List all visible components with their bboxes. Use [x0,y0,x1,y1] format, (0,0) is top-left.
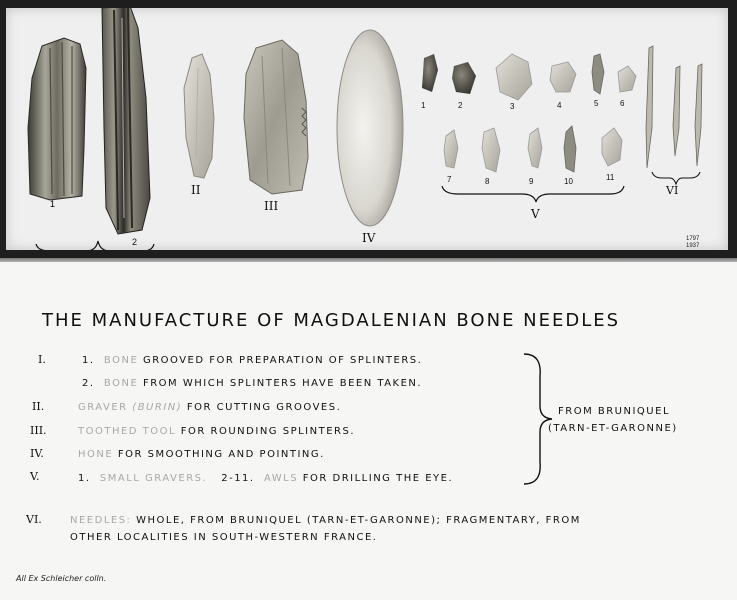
row-vi-line-1 [70,515,581,526]
roman-ii: II. [32,400,45,413]
row-i-2-num: 2. [82,378,95,389]
row-ii [78,402,341,413]
specimen-v6 [618,66,636,92]
label-ii: II [191,183,201,197]
specimen-v5 [592,54,604,94]
row-iii [78,426,355,437]
label-v9: 9 [529,177,534,186]
specimen-iii-toothed-tool [244,40,308,194]
row-i-1 [82,355,422,366]
row-ii-keyword2: (BURIN) [132,402,183,413]
row-i-2-keyword: BONE [103,378,139,389]
specimen-iv-hone [337,30,403,226]
label-v7: 7 [447,175,452,184]
label-v: V [531,207,540,221]
label-v4: 4 [557,101,562,110]
brace-v [442,186,624,202]
row-i-1-num: 1. [82,355,95,366]
specimen-i2-bone [102,8,150,234]
label-i1: 1 [50,199,56,209]
specimen-v10 [564,126,576,172]
label-v10: 10 [564,177,573,186]
specimen-v3 [496,54,532,100]
row-vi-text-1: WHOLE, FROM BRUNIQUEL (TARN-ET-GARONNE); FRAGMENTARY, FROM [136,515,581,526]
row-v-keyword: SMALL GRAVERS. [99,473,208,484]
row-ii-keyword: GRAVER [78,402,128,413]
row-i-1-text: GROOVED FOR PREPARATION OF SPLINTERS. [142,355,423,366]
label-v11: 11 [606,173,615,182]
label-v1: 1 [421,101,426,110]
specimen-vi-needles [646,46,702,168]
roman-vi: VI. [26,513,42,526]
specimen-ii-graver [184,54,214,178]
row-iv-keyword: HONE [78,449,114,460]
row-iii-text: FOR ROUNDING SPLINTERS. [180,426,356,437]
label-v3: 3 [510,102,515,111]
row-ii-text: FOR CUTTING GROOVES. [186,402,342,413]
row-i-2 [82,378,422,389]
row-iv [78,449,325,460]
label-v8: 8 [485,177,490,186]
label-v5: 5 [594,99,599,108]
specimen-i1-grooved-bone [28,38,86,200]
roman-iv: IV. [30,447,44,460]
label-v6: 6 [620,99,625,108]
specimen-v1 [422,54,438,92]
source-line-1: FROM BRUNIQUEL [558,406,671,417]
label-v2: 2 [458,101,463,110]
label-vi: VI [666,184,679,197]
specimen-v8 [482,128,500,172]
row-v-num2: 2-11. [221,473,255,484]
source-line-2: (TARN-ET-GARONNE) [548,423,678,434]
specimen-v9 [528,128,542,168]
roman-iii: III. [30,424,47,437]
specimen-v11 [602,128,622,166]
ref-number-top: 1797 [686,236,700,242]
specimens-svg [6,8,728,250]
display-board [6,8,728,250]
label-i2: 2 [132,237,138,247]
source-brace [518,352,558,486]
specimen-v7 [444,130,458,168]
row-v-keyword2: AWLS [263,473,299,484]
roman-v: V. [30,470,40,483]
row-i-2-text: FROM WHICH SPLINTERS HAVE BEEN TAKEN. [142,378,423,389]
page-title: THE MANUFACTURE OF MAGDALENIAN BONE NEEDLES [42,310,621,331]
ref-number-bottom: 1937 [686,243,700,249]
row-vi-line-2: OTHER LOCALITIES IN SOUTH-WESTERN FRANCE. [70,532,378,543]
label-iii: III [264,199,279,213]
row-iv-text: FOR SMOOTHING AND POINTING. [117,449,325,460]
collection-note: All Ex Schleicher colln. [16,574,107,583]
row-i-1-keyword: BONE [103,355,139,366]
row-v-num: 1. [78,473,91,484]
brace-vi [652,172,700,184]
row-vi-keyword: NEEDLES: [70,515,132,526]
row-v [78,473,453,484]
row-v-text: FOR DRILLING THE EYE. [302,473,454,484]
specimen-v4 [550,62,576,92]
row-iii-keyword: TOOTHED TOOL [78,426,177,437]
specimen-v2 [452,62,476,94]
label-iv: IV [362,231,376,245]
roman-i: I. [38,353,46,366]
